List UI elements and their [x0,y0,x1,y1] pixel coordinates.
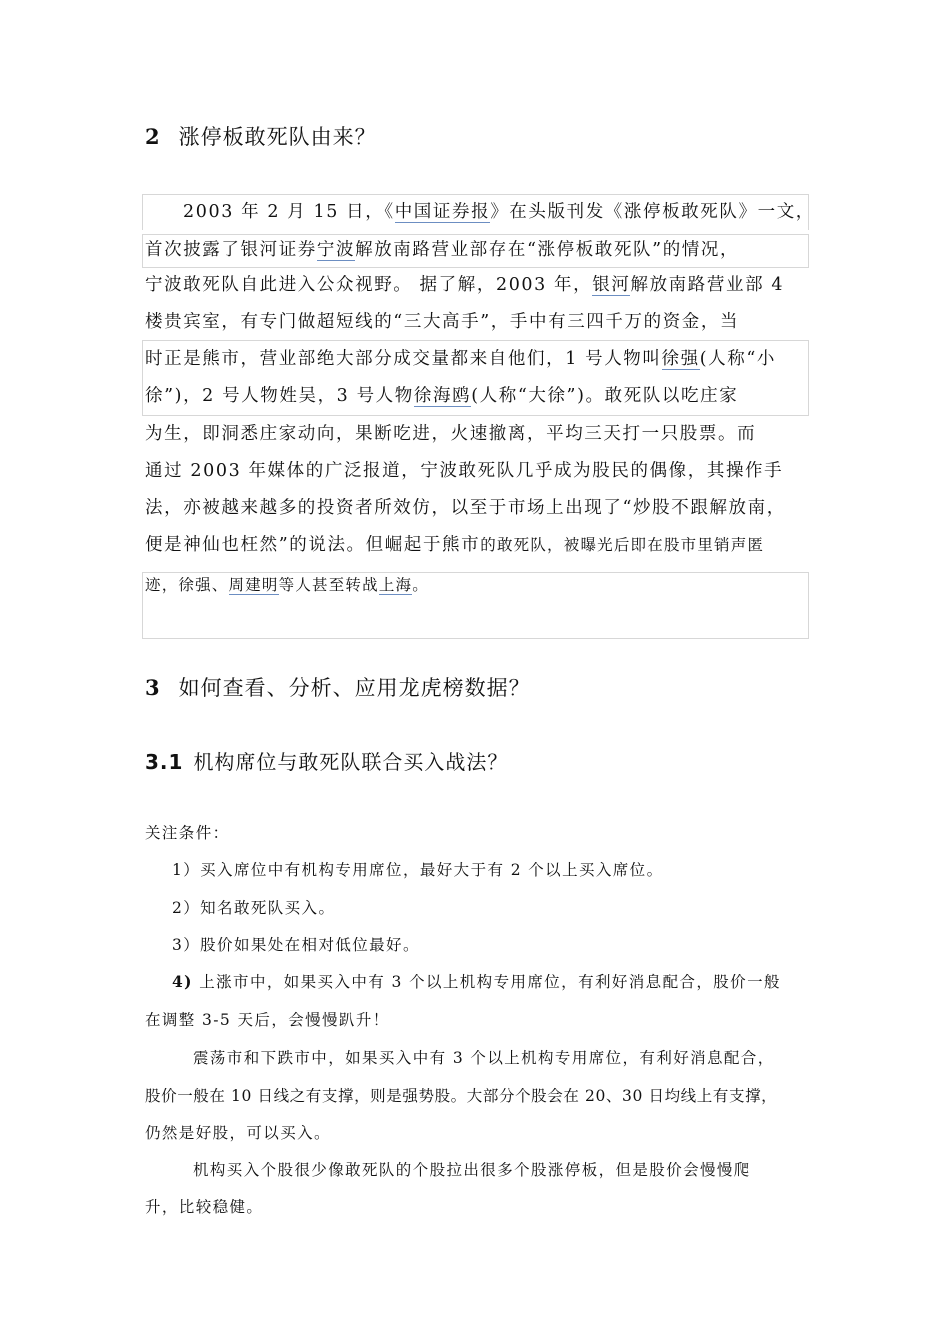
paragraph-line: 升，比较稳健。 [145,1198,264,1216]
link-shanghai[interactable]: 上海 [378,576,413,594]
paragraph-line [145,238,810,262]
link-zhoujianming[interactable]: 周建明 [228,576,279,594]
paragraph-line: 为生，即洞悉庄家动向，果断吃进，火速撤离，平均三天打一只股票。而 [145,424,757,444]
paragraph-line [145,573,810,597]
link-xuqiang[interactable]: 徐强 [661,349,700,369]
text: 的敢死队，被曝光后即在股市里销声匿 [480,536,765,554]
intro-text: 关注条件： [145,824,230,842]
paragraph-line: 通过 2003 年媒体的广泛报道，宁波敢死队几乎成为股民的偶像，其操作手 [145,461,784,481]
link-ningbo[interactable]: 宁波 [316,240,356,260]
section-3-1-heading [145,748,508,776]
section-title: 涨停板敢死队由来？ [178,125,377,149]
section-number: 3 [145,675,161,700]
paragraph-line [145,384,810,408]
text: 上涨市中，如果买入中有 3 个以上机构专用席位，有利好消息配合，股价一般 [192,973,781,991]
link-zhongguozhengquanbao[interactable]: 中国证券报 [394,202,491,222]
section-title: 如何查看、分析、应用龙虎榜数据？ [178,676,531,700]
text: 解放南路营业部存在“涨停板敢死队”的情况， [355,240,740,260]
text: 》在头版刊发《涨停板敢死队》一文， [490,202,815,222]
paragraph-line: 股价一般在 10 日线之有支撑，则是强势股。大部分个股会在 20、30 日均线上有支撑， [145,1087,778,1105]
paragraph-line: 法，亦被越来越多的投资者所效仿，以至于市场上出现了“炒股不跟解放南， [145,498,786,518]
text: 等人甚至转战 [278,576,379,594]
text: 。 [412,576,429,594]
paragraph-line: 仍然是好股，可以买入。 [145,1124,331,1142]
text: 迹，徐强、 [145,576,229,594]
text: 便是神仙也枉然”的说法。但崛起于熊市 [145,535,481,555]
text: (人称“小 [699,349,776,369]
list-item-continuation: 在调整 3-5 天后，会慢慢趴升！ [145,1011,390,1029]
paragraph-line: 楼贵宾室，有专门做超短线的“三大高手”，手中有三四千万的资金，当 [145,312,740,332]
text: 时正是熊市，营业部绝大部分成交量都来自他们，1 号人物叫 [145,349,662,369]
list-item: 3）股价如果处在相对低位最好。 [172,936,420,954]
text: 解放南路营业部 4 [630,275,785,295]
link-yinhe[interactable]: 银河 [592,275,631,295]
paragraph-line: 震荡市和下跌市中，如果买入中有 3 个以上机构专用席位，有利好消息配合， [193,1049,775,1067]
list-item [172,971,781,993]
text: 宁波敢死队自此进入公众视野。 据了解，2003 年， [145,275,593,295]
text: 2003 年 2 月 15 日，《 [183,202,395,222]
section-title: 机构席位与敢死队联合买入战法？ [193,750,509,774]
list-number: 4) [172,972,193,991]
paragraph-line: 机构买入个股很少像敢死队的个股拉出很多个股涨停板，但是股价会慢慢爬 [193,1161,751,1179]
section-number: 2 [145,124,161,149]
list-item: 1）买入席位中有机构专用席位，最好大于有 2 个以上买入席位。 [172,861,664,879]
section-number: 3.1 [145,750,184,774]
text: 首次披露了银河证券 [145,240,317,260]
text: (人称“大徐”)。敢死队以吃庄家 [471,386,739,406]
paragraph-line [145,273,810,297]
section-3-heading [145,674,531,702]
list-item: 2）知名敢死队买入。 [172,899,336,917]
paragraph-line [145,347,810,371]
paragraph-line [145,533,810,557]
text: 徐”)，2 号人物姓吴，3 号人物 [145,386,414,406]
section-2-heading [145,123,377,151]
paragraph-line [145,200,815,224]
link-xuhaiou[interactable]: 徐海鸥 [413,386,472,406]
